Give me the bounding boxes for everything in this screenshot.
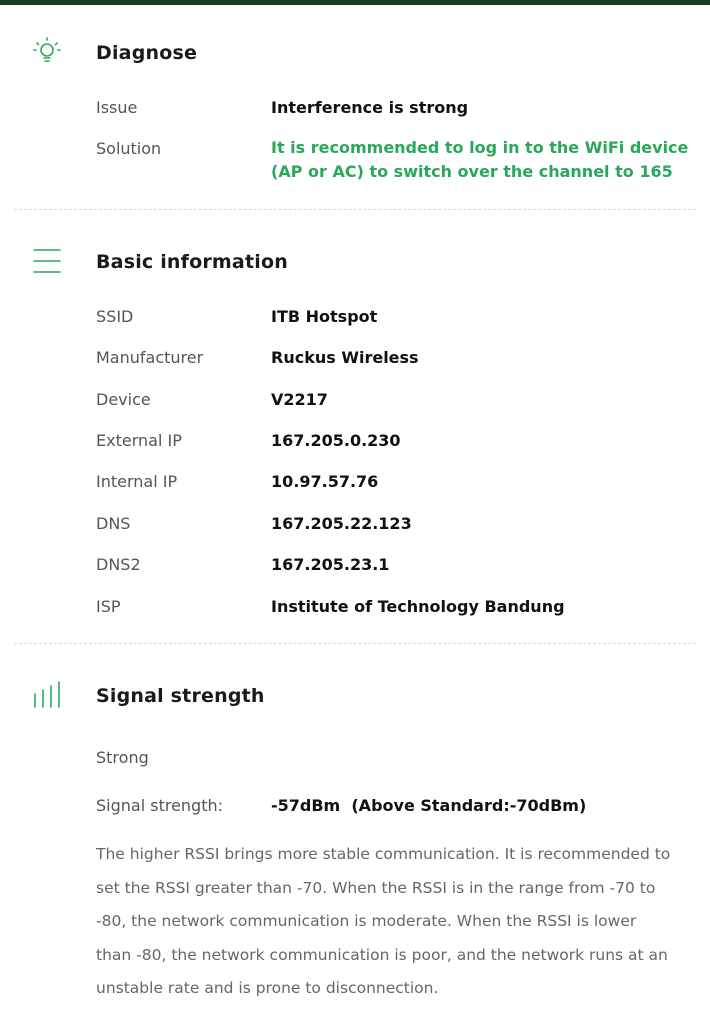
info-label: Device xyxy=(96,390,151,409)
signal-status: Strong xyxy=(96,748,149,767)
divider xyxy=(14,643,696,644)
info-label: DNS2 xyxy=(96,555,141,574)
basic-info-title: Basic information xyxy=(96,251,288,273)
info-value: V2217 xyxy=(271,390,328,409)
solution-value: It is recommended to log in to the WiFi device (AP or AC) to switch over the channel to 165 xyxy=(271,138,689,181)
diagnose-title: Diagnose xyxy=(96,42,198,64)
signal-strength-label: Signal strength: xyxy=(96,796,224,815)
info-label: Manufacturer xyxy=(96,348,204,367)
signal-description: The higher RSSI brings more stable communication. It is recommended to set the RSSI greater than -70. When the RSSI is in the range from -70 to -80, the network communication is moderate. When the RSSI is lower than -80, the network communication is poor, and the network runs at an unstable rate and is prone to disconnection. xyxy=(96,845,671,997)
info-value: 167.205.0.230 xyxy=(271,431,401,450)
info-label: ISP xyxy=(96,597,121,616)
info-value: 167.205.23.1 xyxy=(271,555,390,574)
info-value: 167.205.22.123 xyxy=(271,514,412,533)
signal-title: Signal strength xyxy=(96,685,265,707)
info-label: External IP xyxy=(96,431,182,450)
basic-info-header xyxy=(0,242,710,282)
info-label: SSID xyxy=(96,307,134,326)
lightbulb-icon xyxy=(30,35,64,69)
info-label: DNS xyxy=(96,514,131,533)
issue-label: Issue xyxy=(96,98,138,117)
info-value: ITB Hotspot xyxy=(271,307,378,326)
info-value: Ruckus Wireless xyxy=(271,348,419,367)
diagnose-header xyxy=(0,33,710,73)
info-value: 10.97.57.76 xyxy=(271,472,379,491)
signal-header xyxy=(0,676,710,716)
solution-label: Solution xyxy=(96,139,162,158)
issue-value: Interference is strong xyxy=(271,98,469,117)
info-label: Internal IP xyxy=(96,472,178,491)
signal-strength-value: -57dBm (Above Standard:-70dBm) xyxy=(271,796,587,815)
top-bar xyxy=(0,0,710,5)
info-value: Institute of Technology Bandung xyxy=(271,597,565,616)
menu-lines-icon xyxy=(30,244,64,278)
signal-bars-icon xyxy=(30,678,64,712)
divider xyxy=(14,209,696,210)
